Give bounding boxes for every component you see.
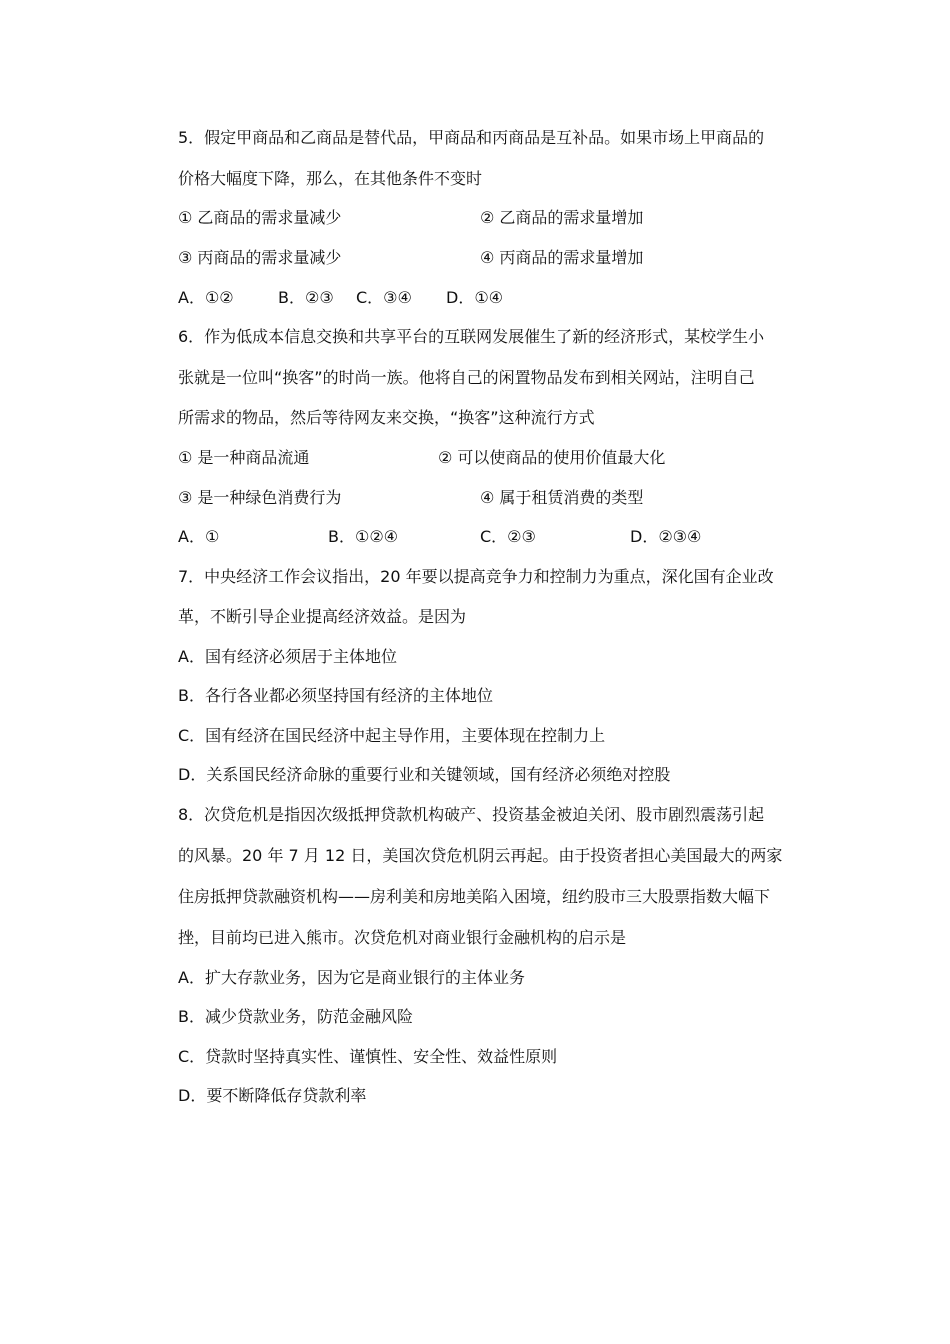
q5-choice-c: C．③④: [356, 288, 412, 307]
q5-stem-line-2: 价格大幅度下降，那么，在其他条件不变时: [178, 169, 483, 188]
q6-option-4: ④ 属于租赁消费的类型: [480, 488, 644, 507]
q8-choice-d: D．要不断降低存贷款利率: [178, 1086, 367, 1105]
q8-choice-c: C．贷款时坚持真实性、谨慎性、安全性、效益性原则: [178, 1047, 558, 1066]
q7-choice-a: A．国有经济必须居于主体地位: [178, 647, 397, 666]
q8-choice-b: B．减少贷款业务，防范金融风险: [178, 1007, 413, 1026]
q7-choice-b: B．各行各业都必须坚持国有经济的主体地位: [178, 686, 493, 705]
q6-choice-d: D．②③④: [630, 527, 702, 546]
q7-stem-line-2: 革，不断引导企业提高经济效益。是因为: [178, 607, 467, 626]
q5-option-3: ③ 丙商品的需求量减少: [178, 248, 342, 267]
q6-choice-c: C．②③: [480, 527, 536, 546]
q5-choice-d: D．①④: [446, 288, 504, 307]
q5-option-2: ② 乙商品的需求量增加: [480, 208, 644, 227]
q8-choice-a: A．扩大存款业务，因为它是商业银行的主体业务: [178, 968, 525, 987]
q6-choice-b: B．①②④: [328, 527, 399, 546]
q5-stem-line-1: 5．假定甲商品和乙商品是替代品，甲商品和丙商品是互补品。如果市场上甲商品的: [178, 128, 765, 147]
q7-choice-c: C．国有经济在国民经济中起主导作用，主要体现在控制力上: [178, 726, 606, 745]
q6-option-2: ② 可以使商品的使用价值最大化: [438, 448, 666, 467]
q6-choice-a: A．①: [178, 527, 220, 546]
q8-stem-line-4: 挫，目前均已进入熊市。次贷危机对商业银行金融机构的启示是: [178, 928, 627, 947]
q6-option-1: ① 是一种商品流通: [178, 448, 310, 467]
q5-choice-b: B．②③: [278, 288, 334, 307]
q8-stem-line-1: 8．次贷危机是指因次级抵押贷款机构破产、投资基金被迫关闭、股市剧烈震荡引起: [178, 805, 765, 824]
q7-stem-line-1: 7．中央经济工作会议指出，20 年要以提高竞争力和控制力为重点，深化国有企业改: [178, 567, 774, 586]
q8-stem-line-2: 的风暴。20 年 7 月 12 日，美国次贷危机阴云再起。由于投资者担心美国最大的两家: [178, 846, 783, 865]
q8-stem-line-3: 住房抵押贷款融资机构——房利美和房地美陷入困境，纽约股市三大股票指数大幅下: [178, 887, 771, 906]
q5-option-1: ① 乙商品的需求量减少: [178, 208, 342, 227]
q6-option-3: ③ 是一种绿色消费行为: [178, 488, 342, 507]
q6-stem-line-3: 所需求的物品，然后等待网友来交换，“换客”这种流行方式: [178, 408, 595, 427]
q7-choice-d: D．关系国民经济命脉的重要行业和关键领域，国有经济必须绝对控股: [178, 765, 671, 784]
q6-stem-line-1: 6．作为低成本信息交换和共享平台的互联网发展催生了新的经济形式，某校学生小: [178, 327, 765, 346]
q5-choice-a: A．①②: [178, 288, 234, 307]
q6-stem-line-2: 张就是一位叫“换客”的时尚一族。他将自己的闲置物品发布到相关网站，注明自己: [178, 368, 755, 387]
q5-option-4: ④ 丙商品的需求量增加: [480, 248, 644, 267]
